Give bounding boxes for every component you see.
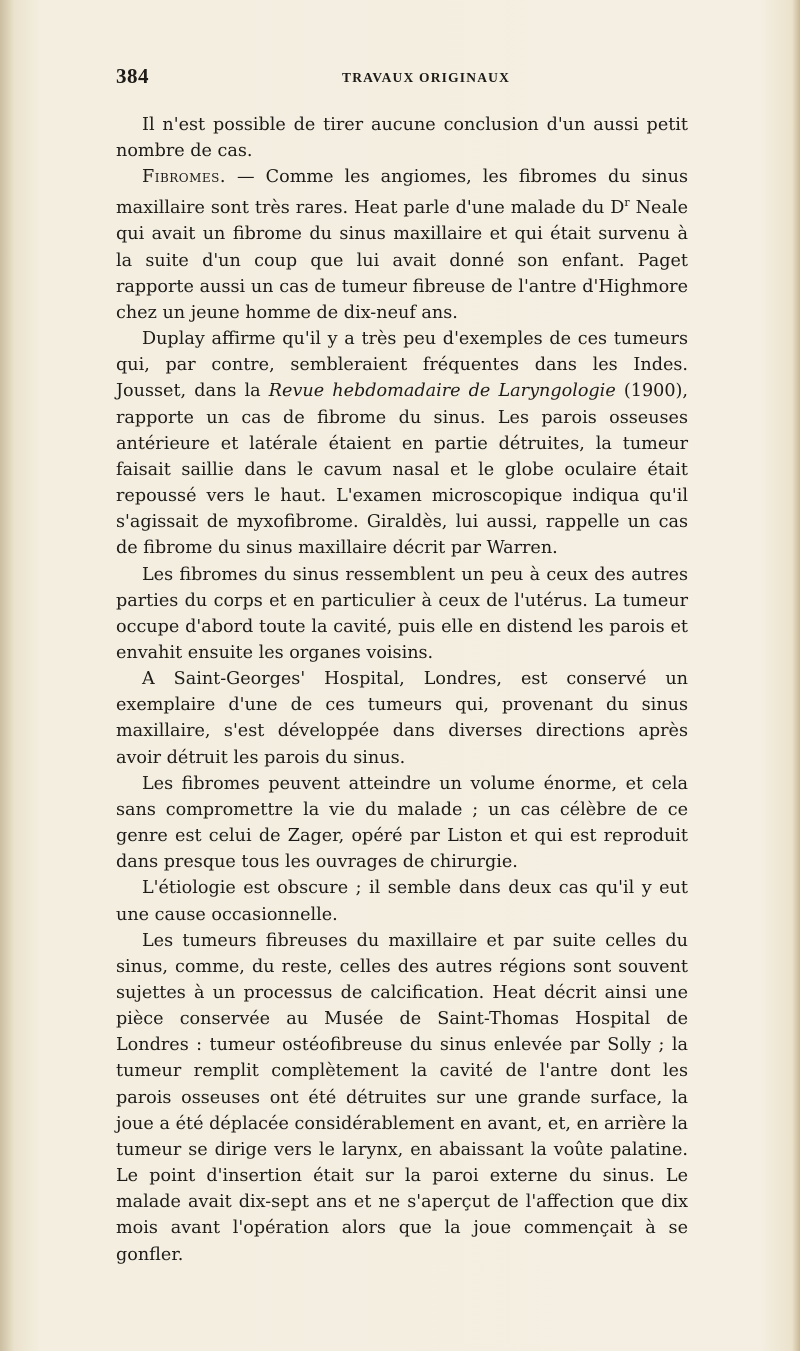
page-number: 384 — [116, 64, 149, 88]
paragraph-text: Il n'est possible de tirer aucune conclusion d'un aussi petit nombre de cas. — [116, 115, 688, 162]
paragraph-fibromes — [116, 164, 688, 326]
paragraph-conclusion — [116, 112, 688, 164]
page-body — [116, 112, 688, 1268]
paragraph-text: Duplay affirme qu'il y a très peu d'exemples de ces tumeurs qui, par contre, sembleraient fréquentes dans les Indes. Jousset, dans la — [116, 329, 688, 402]
paragraph-saint-georges — [116, 666, 688, 771]
section-heading-fibromes: Fibromes. — [142, 167, 226, 188]
running-head: TRAVAUX ORIGINAUX — [342, 70, 511, 85]
paragraph-text: Les fibromes du sinus ressemblent un peu à ceux des autres parties du corps et en particulier à ceux de l'utérus. La tumeur occupe d'abord toute la cavité, puis elle en distend les parois et envahit ensuite les organes voisins. — [116, 564, 688, 663]
page-gutter-shadow — [0, 0, 14, 1351]
paragraph-text: A Saint-Georges' Hospital, Londres, est conservé un exemplaire d'une de ces tumeurs qui, provenant du sinus maxillaire, s'est développée dans diverses directions après avoir détruit les parois du sinus. — [116, 669, 688, 768]
paragraph-text: Les fibromes peuvent atteindre un volume énorme, et cela sans compromettre la vie du malade ; un cas célèbre de ce genre est celui de Zager, opéré par Liston et qui est reproduit dans presque tous les ouvrages de chirurgie. — [116, 773, 688, 873]
paragraph-volume — [116, 771, 688, 876]
paragraph-text: L'étiologie est obscure ; il semble dans deux cas qu'il y eut une cause occasionnelle. — [116, 878, 688, 925]
paragraph-text: Les tumeurs fibreuses du maxillaire et par suite celles du sinus, comme, du reste, celles des autres régions sont souvent sujettes à un processus de calcification. Heat décrit ainsi une pièce conservée au Musée de Saint-Thomas Hospital de Londres : tumeur ostéofibreuse du sinus enlevée par Solly ; la tumeur remplit complètement la cavité de l'antre dont les parois osseuses ont été détruites sur une grande surface, la joue a été déplacée considérablement en avant, et, en arrière la tumeur se dirige vers le larynx, en abaissant la voûte palatine. Le point d'insertion était sur la paroi externe du sinus. Le malade avait dix-sept ans et ne s'aperçut de l'affection que dix mois avant l'opération alors que la joue commençait à se gonfler. — [116, 930, 688, 1265]
superscript-r: r — [624, 196, 630, 210]
paragraph-etiologie — [116, 875, 688, 927]
paragraph-duplay — [116, 326, 688, 561]
paragraph-text: — Comme les angiomes, les fibromes du sinus maxillaire sont très rares. Heat parle d'une malade du D — [116, 167, 688, 219]
paragraph-text: (1900), rapporte un cas de fibrome du sinus. Les parois osseuses antérieure et latérale étaient en partie détruites, la tumeur faisait saillie dans le cavum nasal et le globe oculaire était repoussé vers le haut. L'examen microscopique indiqua qu'il s'agissait de myxofibrome. Giraldès, lui aussi, rappelle un cas de fibrome du sinus maxillaire décrit par Warren. — [116, 381, 688, 559]
paragraph-ressemblance — [116, 562, 688, 667]
paragraph-text: Neale qui avait un fibrome du sinus maxillaire et qui était survenu à la suite d'un coup que lui avait donné son enfant. Paget rapporte aussi un cas de tumeur fibreuse de l'antre d'Highmore chez un jeune homme de dix-neuf ans. — [116, 198, 688, 323]
page-edge-shadow — [792, 0, 800, 1351]
page-header — [116, 64, 684, 94]
journal-title: Revue hebdomadaire de Laryngologie — [268, 381, 616, 402]
paragraph-calcification — [116, 928, 688, 1268]
